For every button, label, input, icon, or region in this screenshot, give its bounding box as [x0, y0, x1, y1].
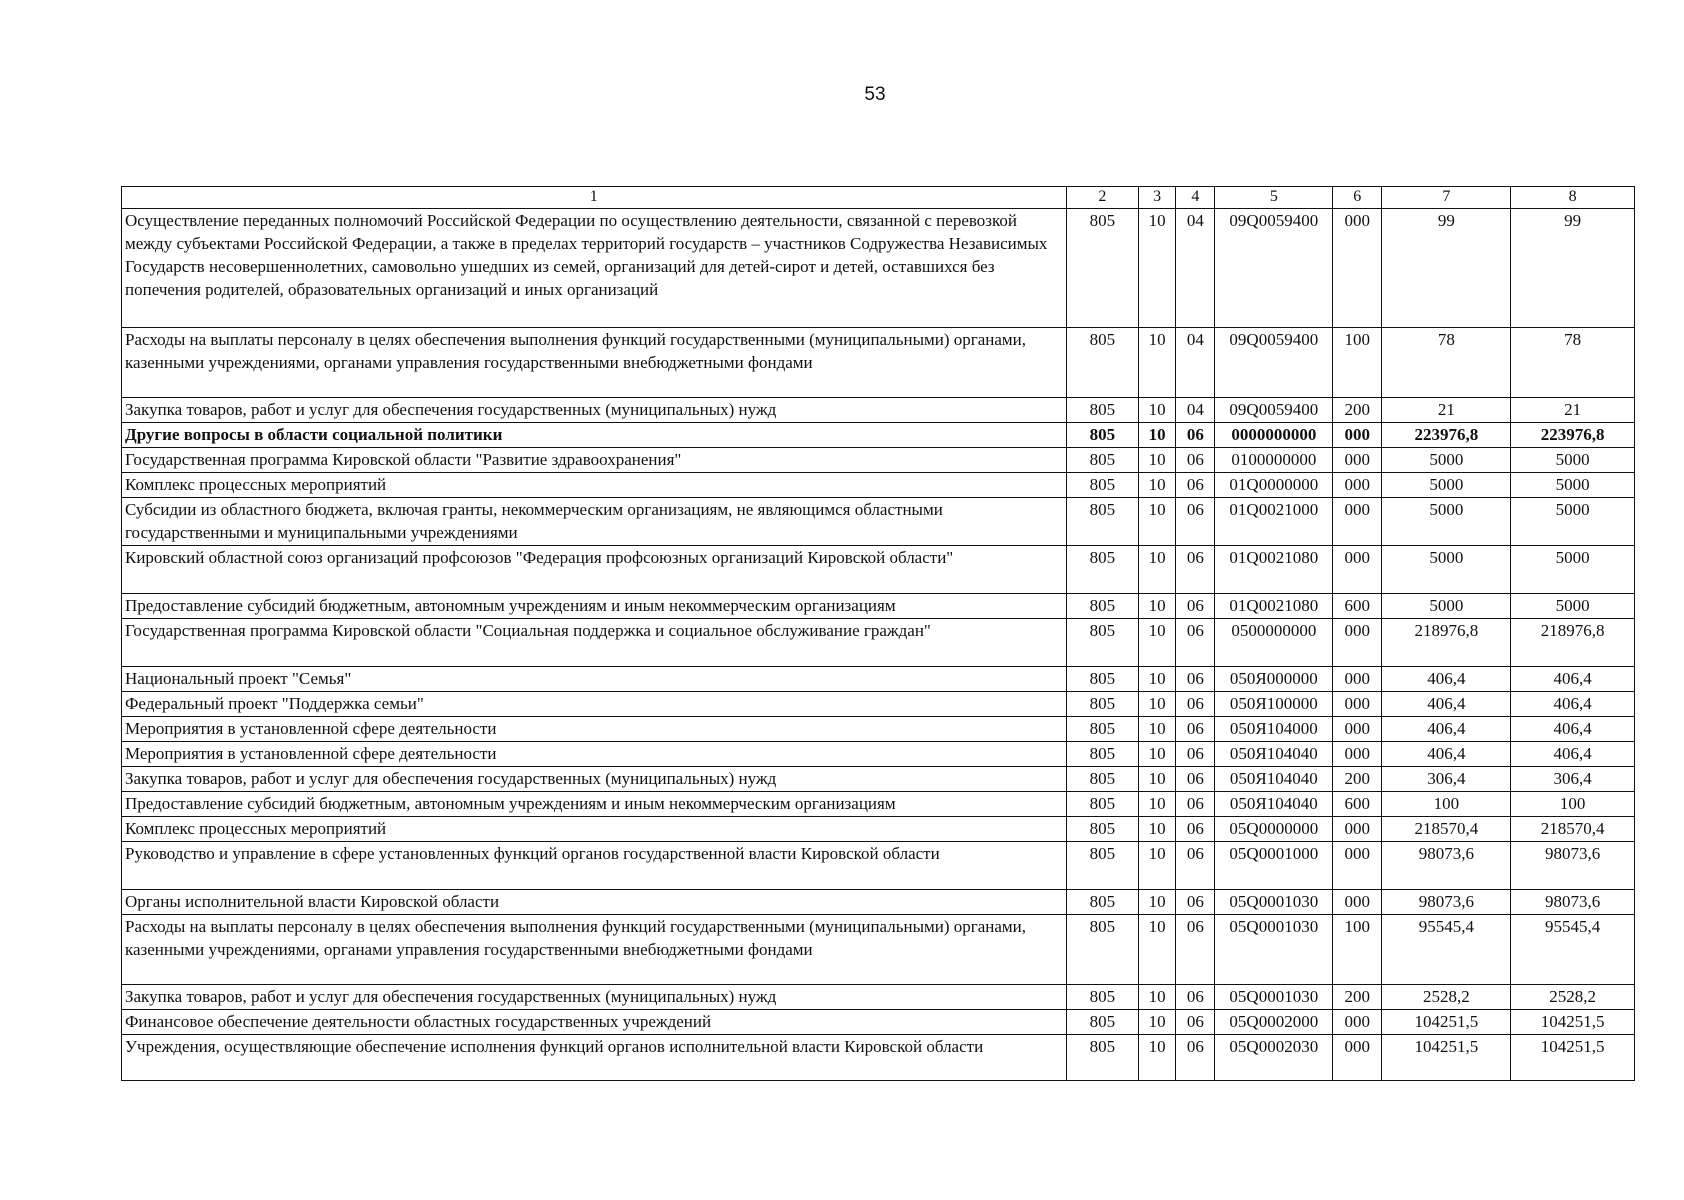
- row-name-cell: Федеральный проект "Поддержка семьи": [122, 692, 1067, 717]
- table-row: [122, 717, 1635, 742]
- row-name-cell: Мероприятия в установленной сфере деятельности: [122, 717, 1067, 742]
- code-cell: 805: [1066, 890, 1138, 915]
- amount-year1-cell: 5000: [1382, 594, 1511, 619]
- column-number: 6: [1333, 187, 1382, 209]
- target-article-cell: 01Q0021000: [1215, 498, 1333, 546]
- section-cell: 10: [1139, 717, 1176, 742]
- amount-year1-cell: 223976,8: [1382, 423, 1511, 448]
- section-cell: 10: [1139, 328, 1176, 398]
- column-number: 1: [122, 187, 1067, 209]
- expense-type-cell: 000: [1333, 619, 1382, 667]
- amount-year2-cell: 218570,4: [1511, 817, 1635, 842]
- section-cell: 10: [1139, 985, 1176, 1010]
- code-cell: 805: [1066, 692, 1138, 717]
- target-article-cell: 0100000000: [1215, 448, 1333, 473]
- table-row: [122, 328, 1635, 398]
- table-row: [122, 498, 1635, 546]
- row-name-cell: Предоставление субсидий бюджетным, автономным учреждениям и иным некоммерческим организациям: [122, 594, 1067, 619]
- subsection-cell: 06: [1176, 890, 1215, 915]
- row-name-cell: Национальный проект "Семья": [122, 667, 1067, 692]
- amount-year1-cell: 104251,5: [1382, 1010, 1511, 1035]
- amount-year2-cell: 21: [1511, 398, 1635, 423]
- amount-year1-cell: 98073,6: [1382, 842, 1511, 890]
- target-article-cell: 050Я104040: [1215, 742, 1333, 767]
- amount-year1-cell: 218570,4: [1382, 817, 1511, 842]
- expense-type-cell: 000: [1333, 1010, 1382, 1035]
- expense-type-cell: 600: [1333, 594, 1382, 619]
- column-number: 4: [1176, 187, 1215, 209]
- amount-year1-cell: 406,4: [1382, 692, 1511, 717]
- amount-year1-cell: 5000: [1382, 498, 1511, 546]
- expense-type-cell: 100: [1333, 915, 1382, 985]
- table-row: [122, 546, 1635, 594]
- target-article-cell: 05Q0002030: [1215, 1035, 1333, 1081]
- row-name-cell: Кировский областной союз организаций профсоюзов "Федерация профсоюзных организаций Кировской области": [122, 546, 1067, 594]
- amount-year1-cell: 98073,6: [1382, 890, 1511, 915]
- row-name-cell: Предоставление субсидий бюджетным, автономным учреждениям и иным некоммерческим организациям: [122, 792, 1067, 817]
- row-name-cell: Руководство и управление в сфере установленных функций органов государственной власти Кировской области: [122, 842, 1067, 890]
- section-cell: 10: [1139, 692, 1176, 717]
- subsection-cell: 06: [1176, 423, 1215, 448]
- amount-year2-cell: 104251,5: [1511, 1035, 1635, 1081]
- column-number: 7: [1382, 187, 1511, 209]
- code-cell: 805: [1066, 328, 1138, 398]
- table-row: [122, 842, 1635, 890]
- code-cell: 805: [1066, 842, 1138, 890]
- row-name-cell: Комплекс процессных мероприятий: [122, 473, 1067, 498]
- subsection-cell: 06: [1176, 717, 1215, 742]
- subsection-cell: 06: [1176, 594, 1215, 619]
- amount-year1-cell: 5000: [1382, 546, 1511, 594]
- subsection-cell: 06: [1176, 1010, 1215, 1035]
- subsection-cell: 06: [1176, 915, 1215, 985]
- amount-year2-cell: 218976,8: [1511, 619, 1635, 667]
- table-row: [122, 1035, 1635, 1081]
- row-name-cell: Финансовое обеспечение деятельности областных государственных учреждений: [122, 1010, 1067, 1035]
- section-cell: 10: [1139, 767, 1176, 792]
- column-number: 5: [1215, 187, 1333, 209]
- section-cell: 10: [1139, 546, 1176, 594]
- amount-year1-cell: 21: [1382, 398, 1511, 423]
- amount-year1-cell: 406,4: [1382, 717, 1511, 742]
- code-cell: 805: [1066, 717, 1138, 742]
- target-article-cell: 05Q0001000: [1215, 842, 1333, 890]
- amount-year2-cell: 78: [1511, 328, 1635, 398]
- target-article-cell: 01Q0000000: [1215, 473, 1333, 498]
- amount-year2-cell: 406,4: [1511, 742, 1635, 767]
- subsection-cell: 06: [1176, 498, 1215, 546]
- row-name-cell: Комплекс процессных мероприятий: [122, 817, 1067, 842]
- table-row: [122, 692, 1635, 717]
- section-cell: 10: [1139, 792, 1176, 817]
- table-row: [122, 792, 1635, 817]
- amount-year2-cell: 95545,4: [1511, 915, 1635, 985]
- amount-year1-cell: 78: [1382, 328, 1511, 398]
- amount-year2-cell: 5000: [1511, 546, 1635, 594]
- row-name-cell: Закупка товаров, работ и услуг для обеспечения государственных (муниципальных) нужд: [122, 767, 1067, 792]
- amount-year1-cell: 99: [1382, 209, 1511, 328]
- amount-year2-cell: 5000: [1511, 473, 1635, 498]
- section-cell: 10: [1139, 890, 1176, 915]
- target-article-cell: 050Я100000: [1215, 692, 1333, 717]
- target-article-cell: 05Q0001030: [1215, 915, 1333, 985]
- table-row: [122, 619, 1635, 667]
- section-cell: 10: [1139, 594, 1176, 619]
- target-article-cell: 09Q0059400: [1215, 398, 1333, 423]
- amount-year1-cell: 2528,2: [1382, 985, 1511, 1010]
- code-cell: 805: [1066, 594, 1138, 619]
- target-article-cell: 050Я104040: [1215, 767, 1333, 792]
- expense-type-cell: 000: [1333, 209, 1382, 328]
- code-cell: 805: [1066, 767, 1138, 792]
- table-row: [122, 209, 1635, 328]
- expense-type-cell: 200: [1333, 985, 1382, 1010]
- amount-year2-cell: 406,4: [1511, 717, 1635, 742]
- subsection-cell: 04: [1176, 398, 1215, 423]
- row-name-cell: Мероприятия в установленной сфере деятельности: [122, 742, 1067, 767]
- expense-type-cell: 000: [1333, 817, 1382, 842]
- expense-type-cell: 000: [1333, 692, 1382, 717]
- expense-type-cell: 000: [1333, 717, 1382, 742]
- expense-type-cell: 100: [1333, 328, 1382, 398]
- target-article-cell: 0500000000: [1215, 619, 1333, 667]
- expense-type-cell: 200: [1333, 398, 1382, 423]
- subsection-cell: 06: [1176, 473, 1215, 498]
- code-cell: 805: [1066, 742, 1138, 767]
- section-cell: 10: [1139, 448, 1176, 473]
- subsection-cell: 06: [1176, 842, 1215, 890]
- section-cell: 10: [1139, 817, 1176, 842]
- amount-year1-cell: 218976,8: [1382, 619, 1511, 667]
- amount-year2-cell: 2528,2: [1511, 985, 1635, 1010]
- code-cell: 805: [1066, 473, 1138, 498]
- row-name-cell: Другие вопросы в области социальной политики: [122, 423, 1067, 448]
- code-cell: 805: [1066, 398, 1138, 423]
- amount-year2-cell: 104251,5: [1511, 1010, 1635, 1035]
- subsection-cell: 06: [1176, 546, 1215, 594]
- amount-year2-cell: 5000: [1511, 498, 1635, 546]
- column-number: 8: [1511, 187, 1635, 209]
- subsection-cell: 06: [1176, 742, 1215, 767]
- amount-year2-cell: 98073,6: [1511, 890, 1635, 915]
- subsection-cell: 06: [1176, 1035, 1215, 1081]
- target-article-cell: 05Q0001030: [1215, 985, 1333, 1010]
- amount-year2-cell: 306,4: [1511, 767, 1635, 792]
- section-cell: 10: [1139, 619, 1176, 667]
- target-article-cell: 050Я104000: [1215, 717, 1333, 742]
- code-cell: 805: [1066, 1010, 1138, 1035]
- expense-type-cell: 600: [1333, 792, 1382, 817]
- row-name-cell: Государственная программа Кировской области "Развитие здравоохранения": [122, 448, 1067, 473]
- row-name-cell: Закупка товаров, работ и услуг для обеспечения государственных (муниципальных) нужд: [122, 398, 1067, 423]
- row-name-cell: Государственная программа Кировской области "Социальная поддержка и социальное обслуживание граждан": [122, 619, 1067, 667]
- section-cell: 10: [1139, 1035, 1176, 1081]
- section-cell: 10: [1139, 842, 1176, 890]
- section-cell: 10: [1139, 742, 1176, 767]
- expense-type-cell: 000: [1333, 890, 1382, 915]
- subsection-cell: 06: [1176, 767, 1215, 792]
- target-article-cell: 09Q0059400: [1215, 328, 1333, 398]
- amount-year2-cell: 98073,6: [1511, 842, 1635, 890]
- table-row: [122, 473, 1635, 498]
- expense-type-cell: 000: [1333, 742, 1382, 767]
- row-name-cell: Осуществление переданных полномочий Российской Федерации по осуществлению деятельности, связанной с перевозкой между субъектами Российской Федерации, а также в пределах территорий государств – участников Содружества Независимых Государств несовершеннолетних, самовольно ушедших из семей, организаций для детей-сирот и детей, оставшихся без попечения родителей, образовательных организаций и иных организаций: [122, 209, 1067, 328]
- page-number: 53: [864, 84, 886, 105]
- column-number: 2: [1066, 187, 1138, 209]
- amount-year1-cell: 306,4: [1382, 767, 1511, 792]
- section-cell: 10: [1139, 498, 1176, 546]
- row-name-cell: Субсидии из областного бюджета, включая гранты, некоммерческим организациям, не являющимся областными государственными и муниципальными учреждениями: [122, 498, 1067, 546]
- amount-year1-cell: 100: [1382, 792, 1511, 817]
- table-row: [122, 667, 1635, 692]
- table-row: [122, 1010, 1635, 1035]
- subsection-cell: 04: [1176, 209, 1215, 328]
- table-row: [122, 398, 1635, 423]
- code-cell: 805: [1066, 792, 1138, 817]
- section-cell: 10: [1139, 667, 1176, 692]
- column-number-row: [122, 187, 1635, 209]
- table-row: [122, 817, 1635, 842]
- target-article-cell: 050Я000000: [1215, 667, 1333, 692]
- table-body: [122, 209, 1635, 1081]
- expense-type-cell: 000: [1333, 448, 1382, 473]
- row-name-cell: Расходы на выплаты персоналу в целях обеспечения выполнения функций государственными (муниципальными) органами, казенными учреждениями, органами управления государственными внебюджетными фондами: [122, 915, 1067, 985]
- subsection-cell: 06: [1176, 817, 1215, 842]
- amount-year2-cell: 223976,8: [1511, 423, 1635, 448]
- target-article-cell: 05Q0001030: [1215, 890, 1333, 915]
- code-cell: 805: [1066, 546, 1138, 594]
- budget-table: [121, 186, 1635, 1081]
- table-row: [122, 767, 1635, 792]
- expense-type-cell: 000: [1333, 546, 1382, 594]
- table-row: [122, 423, 1635, 448]
- amount-year1-cell: 5000: [1382, 473, 1511, 498]
- code-cell: 805: [1066, 619, 1138, 667]
- row-name-cell: Расходы на выплаты персоналу в целях обеспечения выполнения функций государственными (муниципальными) органами, казенными учреждениями, органами управления государственными внебюджетными фондами: [122, 328, 1067, 398]
- table-row: [122, 594, 1635, 619]
- code-cell: 805: [1066, 1035, 1138, 1081]
- amount-year1-cell: 5000: [1382, 448, 1511, 473]
- subsection-cell: 06: [1176, 667, 1215, 692]
- code-cell: 805: [1066, 667, 1138, 692]
- target-article-cell: 09Q0059400: [1215, 209, 1333, 328]
- target-article-cell: 0000000000: [1215, 423, 1333, 448]
- amount-year1-cell: 95545,4: [1382, 915, 1511, 985]
- code-cell: 805: [1066, 817, 1138, 842]
- code-cell: 805: [1066, 498, 1138, 546]
- subsection-cell: 06: [1176, 692, 1215, 717]
- amount-year1-cell: 104251,5: [1382, 1035, 1511, 1081]
- amount-year2-cell: 406,4: [1511, 667, 1635, 692]
- section-cell: 10: [1139, 423, 1176, 448]
- target-article-cell: 050Я104040: [1215, 792, 1333, 817]
- amount-year2-cell: 100: [1511, 792, 1635, 817]
- section-cell: 10: [1139, 1010, 1176, 1035]
- expense-type-cell: 000: [1333, 842, 1382, 890]
- row-name-cell: Учреждения, осуществляющие обеспечение исполнения функций органов исполнительной власти Кировской области: [122, 1035, 1067, 1081]
- section-cell: 10: [1139, 398, 1176, 423]
- section-cell: 10: [1139, 915, 1176, 985]
- amount-year1-cell: 406,4: [1382, 667, 1511, 692]
- target-article-cell: 01Q0021080: [1215, 546, 1333, 594]
- expense-type-cell: 000: [1333, 473, 1382, 498]
- code-cell: 805: [1066, 209, 1138, 328]
- section-cell: 10: [1139, 209, 1176, 328]
- table-row: [122, 890, 1635, 915]
- column-number: 3: [1139, 187, 1176, 209]
- table-row: [122, 985, 1635, 1010]
- amount-year2-cell: 406,4: [1511, 692, 1635, 717]
- subsection-cell: 04: [1176, 328, 1215, 398]
- table-row: [122, 448, 1635, 473]
- subsection-cell: 06: [1176, 985, 1215, 1010]
- code-cell: 805: [1066, 423, 1138, 448]
- target-article-cell: 05Q0002000: [1215, 1010, 1333, 1035]
- target-article-cell: 05Q0000000: [1215, 817, 1333, 842]
- expense-type-cell: 000: [1333, 667, 1382, 692]
- table-row: [122, 742, 1635, 767]
- subsection-cell: 06: [1176, 792, 1215, 817]
- code-cell: 805: [1066, 448, 1138, 473]
- subsection-cell: 06: [1176, 619, 1215, 667]
- amount-year1-cell: 406,4: [1382, 742, 1511, 767]
- row-name-cell: Закупка товаров, работ и услуг для обеспечения государственных (муниципальных) нужд: [122, 985, 1067, 1010]
- expense-type-cell: 000: [1333, 498, 1382, 546]
- code-cell: 805: [1066, 985, 1138, 1010]
- section-cell: 10: [1139, 473, 1176, 498]
- target-article-cell: 01Q0021080: [1215, 594, 1333, 619]
- row-name-cell: Органы исполнительной власти Кировской области: [122, 890, 1067, 915]
- expense-type-cell: 000: [1333, 1035, 1382, 1081]
- amount-year2-cell: 99: [1511, 209, 1635, 328]
- amount-year2-cell: 5000: [1511, 448, 1635, 473]
- table-row: [122, 915, 1635, 985]
- code-cell: 805: [1066, 915, 1138, 985]
- expense-type-cell: 200: [1333, 767, 1382, 792]
- expense-type-cell: 000: [1333, 423, 1382, 448]
- subsection-cell: 06: [1176, 448, 1215, 473]
- amount-year2-cell: 5000: [1511, 594, 1635, 619]
